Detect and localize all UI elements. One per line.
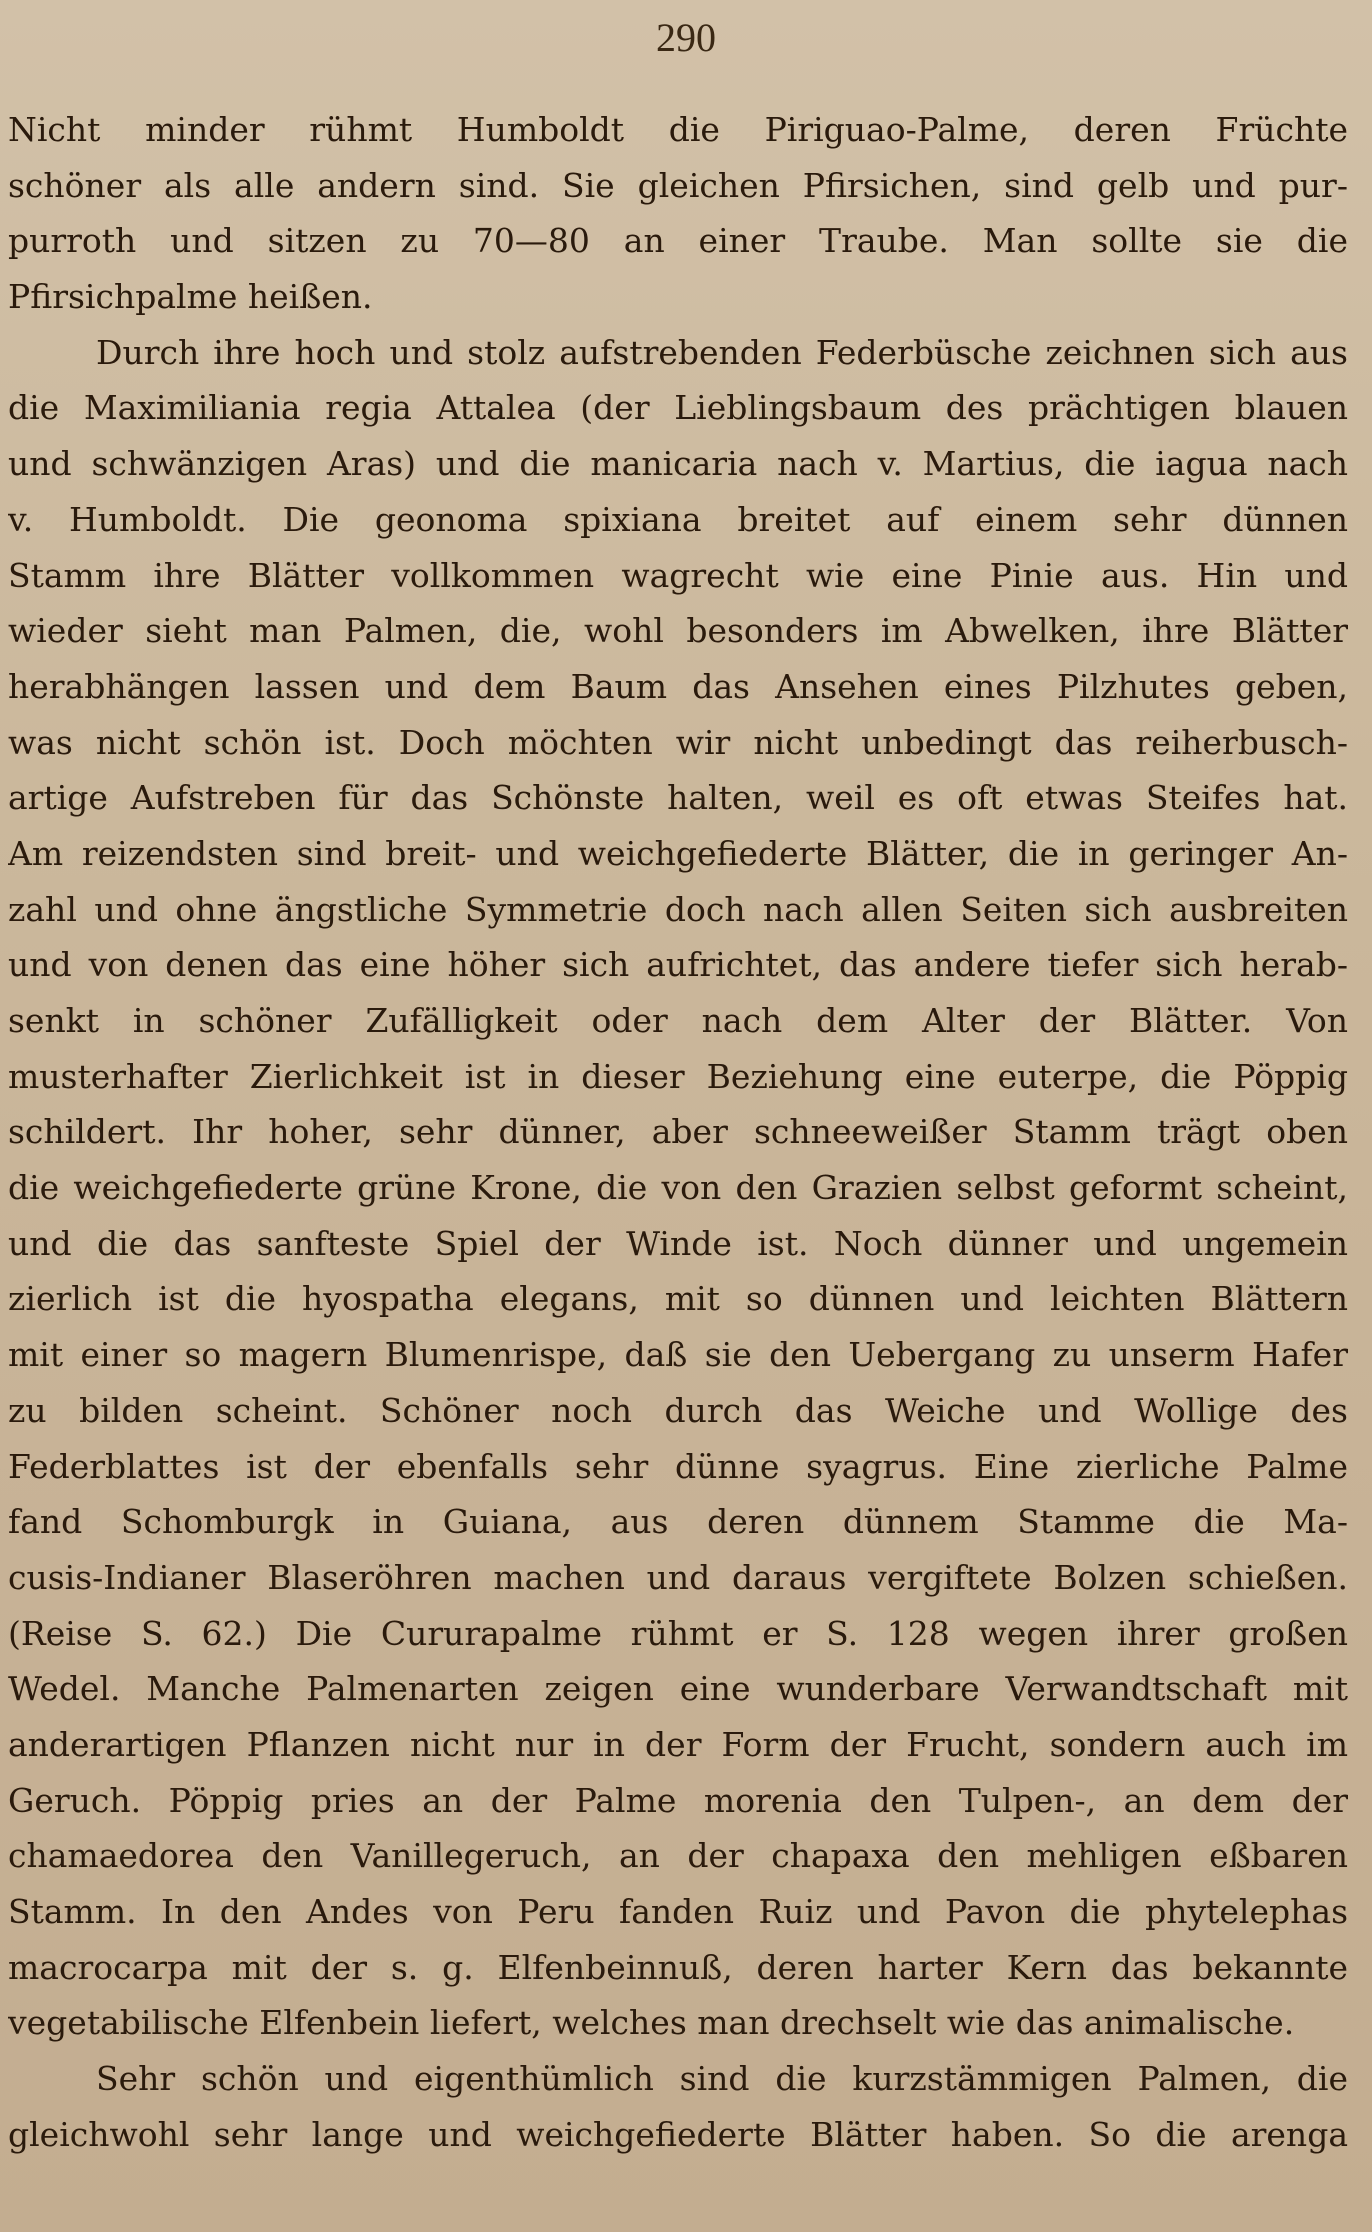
text-line: purroth und sitzen zu 70—80 an einer Traube. Man sollte sie die	[8, 221, 1348, 261]
text-line: mit einer so magern Blumenrispe, daß sie den Uebergang zu unserm Hafer	[8, 1335, 1348, 1375]
text-line: artige Aufstreben für das Schönste halten, weil es oft etwas Steifes hat.	[8, 778, 1348, 818]
text-line: gleichwohl sehr lange und weichgefiederte Blätter haben. So die arenga	[8, 2114, 1348, 2154]
text-line: (Reise S. 62.) Die Cururapalme rühmt er S. 128 wegen ihrer großen	[8, 1613, 1348, 1653]
text-line: schöner als alle andern sind. Sie gleichen Pfirsichen, sind gelb und pur-	[8, 165, 1348, 205]
text-line: und die das sanfteste Spiel der Winde ist. Noch dünner und ungemein	[8, 1223, 1348, 1263]
text-line: zu bilden scheint. Schöner noch durch das Weiche und Wollige des	[8, 1390, 1348, 1430]
text-line: fand Schomburgk in Guiana, aus deren dünnem Stamme die Ma-	[8, 1502, 1348, 1542]
text-line: anderartigen Pflanzen nicht nur in der Form der Frucht, sondern auch im	[8, 1724, 1348, 1764]
text-line: wieder sieht man Palmen, die, wohl besonders im Abwelken, ihre Blätter	[8, 611, 1348, 651]
text-line: cusis-Indianer Blaseröhren machen und daraus vergiftete Bolzen schießen.	[8, 1557, 1348, 1597]
text-line: und von denen das eine höher sich aufrichtet, das andere tiefer sich herab-	[8, 945, 1348, 985]
text-line: Wedel. Manche Palmenarten zeigen eine wunderbare Verwandtschaft mit	[8, 1669, 1348, 1709]
text-line: senkt in schöner Zufälligkeit oder nach dem Alter der Blätter. Von	[8, 1001, 1348, 1040]
text-line: Pfirsichpalme heißen.	[8, 277, 373, 317]
text-line: Nicht minder rühmt Humboldt die Piriguao-Palme, deren Früchte	[8, 110, 1348, 149]
text-line: die Maximiliania regia Attalea (der Lieblingsbaum des prächtigen blauen	[8, 388, 1348, 428]
text-line: zierlich ist die hyospatha elegans, mit so dünnen und leichten Blättern	[8, 1279, 1348, 1319]
page-number: 290	[656, 15, 716, 60]
text-line: herabhängen lassen und dem Baum das Ansehen eines Pilzhutes geben,	[8, 666, 1348, 706]
text-line: und schwänzigen Aras) und die manicaria nach v. Martius, die iagua nach	[8, 444, 1348, 484]
body-text	[8, 102, 1348, 2162]
text-line: vegetabilische Elfenbein liefert, welches man drechselt wie das animalische.	[8, 2003, 1295, 2043]
text-line: Sehr schön und eigenthümlich sind die kurzstämmigen Palmen, die	[96, 2059, 1348, 2099]
text-line: schildert. Ihr hoher, sehr dünner, aber schneeweißer Stamm trägt oben	[8, 1112, 1348, 1152]
text-line: zahl und ohne ängstliche Symmetrie doch nach allen Seiten sich ausbreiten	[8, 889, 1348, 929]
text-line: v. Humboldt. Die geonoma spixiana breitet auf einem sehr dünnen	[8, 499, 1348, 539]
text-line: Am reizendsten sind breit- und weichgefiederte Blätter, die in geringer An-	[8, 833, 1348, 873]
text-line: Stamm. In den Andes von Peru fanden Ruiz und Pavon die phytelephas	[8, 1892, 1348, 1931]
text-line: die weichgefiederte grüne Krone, die von den Grazien selbst geformt scheint,	[8, 1168, 1348, 1208]
text-line: musterhafter Zierlichkeit ist in dieser Beziehung eine euterpe, die Pöppig	[8, 1056, 1348, 1096]
text-line: Durch ihre hoch und stolz aufstrebenden Federbüsche zeichnen sich aus	[96, 332, 1348, 372]
text-line: was nicht schön ist. Doch möchten wir nicht unbedingt das reiherbusch-	[8, 722, 1348, 762]
text-line: Federblattes ist der ebenfalls sehr dünne syagrus. Eine zierliche Palme	[8, 1446, 1348, 1486]
text-line: macrocarpa mit der s. g. Elfenbeinnuß, deren harter Kern das bekannte	[8, 1947, 1348, 1987]
text-line: chamaedorea den Vanillegeruch, an der chapaxa den mehligen eßbaren	[8, 1836, 1348, 1876]
text-line: Stamm ihre Blätter vollkommen wagrecht wie eine Pinie aus. Hin und	[8, 555, 1348, 595]
text-line: Geruch. Pöppig pries an der Palme morenia den Tulpen-, an dem der	[8, 1780, 1348, 1820]
